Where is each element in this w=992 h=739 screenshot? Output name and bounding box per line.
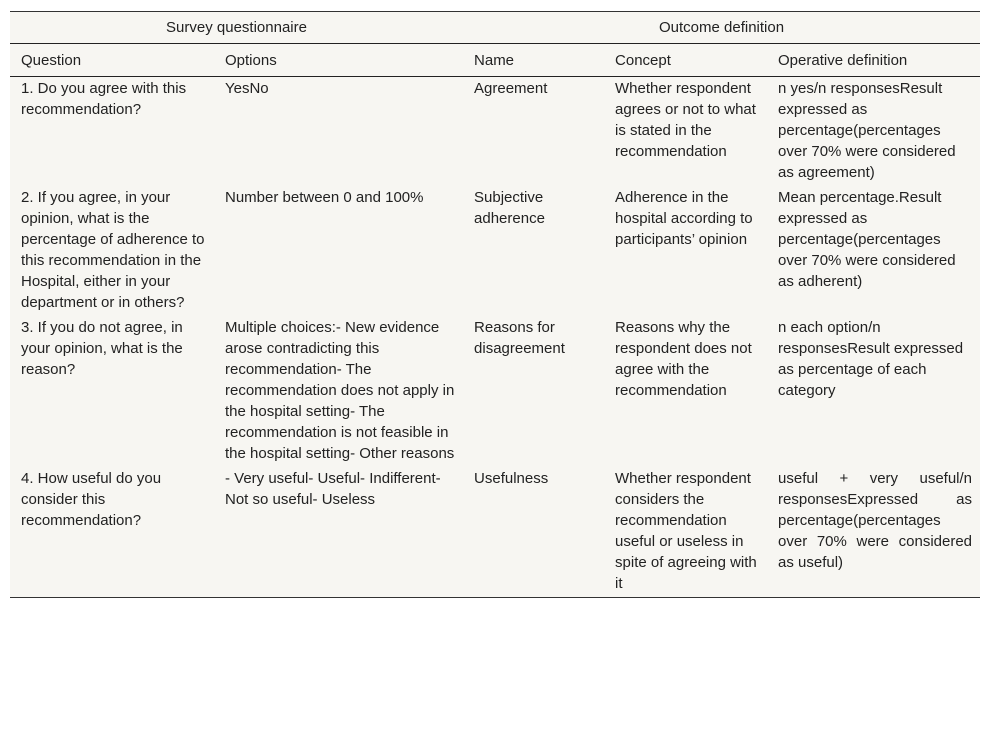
column-header-operative-definition: Operative definition: [767, 44, 980, 77]
cell-operative-definition: n yes/n responsesResult expressed as percentage(percentages over 70% were considered as agreement): [778, 80, 956, 181]
column-header-row: [10, 44, 980, 77]
cell-operative-definition: Mean percentage.Result expressed as percentage(percentages over 70% were considered as adherent): [778, 189, 956, 290]
cell-question: 4. How useful do you consider this recommendation?: [10, 467, 214, 598]
cell-options: YesNo: [225, 80, 269, 97]
column-header-question: Question: [10, 44, 214, 77]
cell-question: 2. If you agree, in your opinion, what is the percentage of adherence to this recommendation in the Hospital, either in your department or in others?: [21, 189, 205, 311]
cell-options: - Very useful- Useful- Indifferent- Not so useful- Useless: [214, 467, 463, 598]
column-header-options: Options: [214, 44, 463, 77]
cell-options: Number between 0 and 100%: [225, 189, 424, 206]
cell-name: Usefulness: [463, 467, 604, 598]
cell-name: Reasons for disagreement: [474, 319, 565, 357]
group-header-outcome-definition: Outcome definition: [463, 12, 980, 44]
table-row: [10, 316, 980, 467]
cell-name: Agreement: [474, 80, 548, 97]
cell-question: 1. Do you agree with this recommendation?: [21, 80, 187, 118]
table-row: [10, 467, 980, 598]
cell-concept: Adherence in the hospital according to participants’ opinion: [615, 189, 753, 248]
cell-concept: Reasons why the respondent does not agree with the recommendation: [615, 319, 752, 399]
cell-concept: Whether respondent agrees or not to what is stated in the recommendation: [615, 80, 756, 160]
cell-operative-definition: n each option/n responsesResult expressed as percentage of each category: [778, 319, 964, 399]
column-header-name: Name: [463, 44, 604, 77]
cell-operative-definition: useful + very useful/n responsesExpressed as percentage(percentages over 70% were considered as useful): [767, 467, 980, 598]
table-row: [10, 77, 980, 187]
table-row: [10, 186, 980, 316]
group-header-survey-questionnaire: Survey questionnaire: [10, 12, 463, 44]
outcome-table-container: [10, 11, 980, 598]
cell-name: Subjective adherence: [474, 189, 545, 227]
column-header-concept: Concept: [604, 44, 767, 77]
cell-concept: Whether respondent considers the recommendation useful or useless in spite of agreeing with it: [604, 467, 767, 598]
cell-question: 3. If you do not agree, in your opinion, what is the reason?: [21, 319, 183, 378]
cell-options: Multiple choices:- New evidence arose contradicting this recommendation- The recommendation does not apply in the hospital setting- The recommendation is not feasible in the hospital setting- Other reasons: [225, 319, 455, 462]
group-header-row: [10, 12, 980, 44]
survey-outcome-table: [10, 11, 980, 598]
